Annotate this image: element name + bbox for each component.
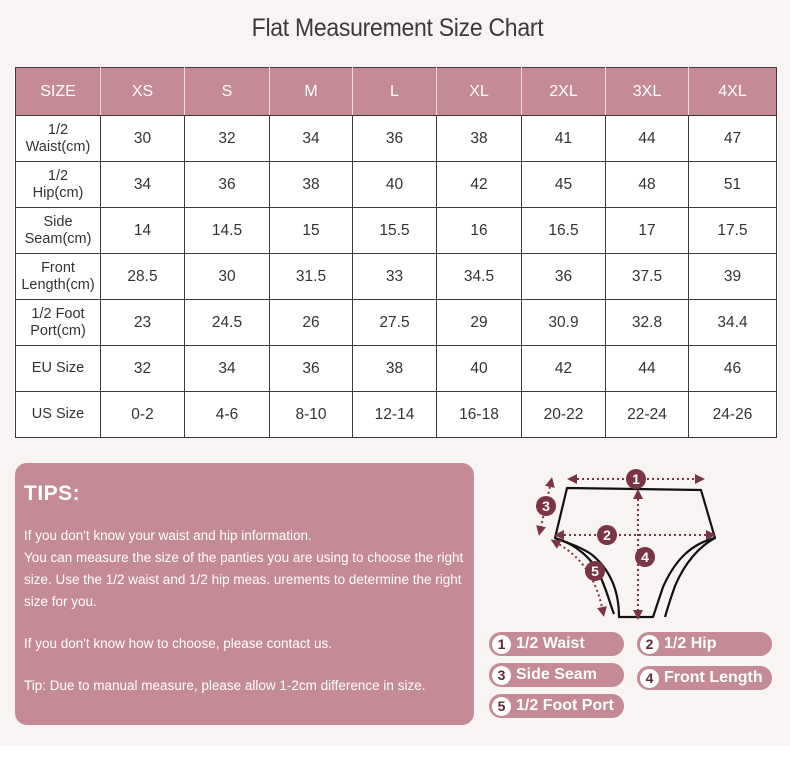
table-cell: 17.5: [689, 208, 777, 254]
table-cell: 30: [185, 254, 270, 300]
row-label-line1: 1/2: [47, 167, 69, 184]
table-cell: 33: [353, 254, 437, 300]
header-cell: M: [270, 68, 353, 116]
table-cell: 36: [270, 346, 353, 392]
table-cell: 14.5: [185, 208, 270, 254]
table-cell: 37.5: [606, 254, 689, 300]
table-cell: 44: [606, 116, 689, 162]
table-cell: 38: [437, 116, 522, 162]
table-cell: 36: [353, 116, 437, 162]
table-cell: 20-22: [522, 392, 606, 438]
header-cell: XS: [101, 68, 185, 116]
table-cell: 46: [689, 346, 777, 392]
table-cell: 15.5: [353, 208, 437, 254]
number-2-icon: 2: [640, 635, 659, 654]
table-row: [16, 392, 777, 438]
table-cell: 40: [437, 346, 522, 392]
size-chart-table: [15, 67, 777, 438]
table-row: [16, 300, 777, 346]
tips-heading: TIPS:: [24, 482, 81, 505]
legend-item-waist: [489, 632, 624, 656]
legend-item-foot-port: [489, 694, 624, 718]
row-label: [16, 162, 101, 208]
marker-3-icon: [536, 496, 556, 516]
number-3-icon: 3: [492, 666, 511, 685]
table-cell: 16-18: [437, 392, 522, 438]
table-cell: 8-10: [270, 392, 353, 438]
header-cell: 4XL: [689, 68, 777, 116]
row-label-line2: Waist(cm): [25, 138, 91, 155]
table-cell: 38: [353, 346, 437, 392]
tips-body: [24, 525, 469, 697]
table-cell: 32: [185, 116, 270, 162]
table-cell: 44: [606, 346, 689, 392]
legend-item-hip: [637, 632, 772, 656]
table-cell: 34.5: [437, 254, 522, 300]
table-cell: 34.4: [689, 300, 777, 346]
marker-4-icon: [635, 547, 655, 567]
table-cell: 24.5: [185, 300, 270, 346]
table-cell: 14: [101, 208, 185, 254]
table-cell: 36: [185, 162, 270, 208]
table-cell: 22-24: [606, 392, 689, 438]
number-1-icon: 1: [492, 635, 511, 654]
row-label-line2: Length(cm): [21, 276, 95, 293]
table-cell: 38: [270, 162, 353, 208]
table-cell: 12-14: [353, 392, 437, 438]
table-row: [16, 208, 777, 254]
table-cell: 30: [101, 116, 185, 162]
marker-1-icon: [626, 469, 646, 489]
marker-2-icon: [597, 525, 617, 545]
table-row: [16, 162, 777, 208]
row-label-line1: 1/2 Foot: [31, 305, 85, 322]
svg-text:4: 4: [641, 549, 649, 565]
table-cell: 45: [522, 162, 606, 208]
table-cell: 47: [689, 116, 777, 162]
table-cell: 31.5: [270, 254, 353, 300]
table-cell: 32: [101, 346, 185, 392]
svg-text:1: 1: [632, 471, 640, 487]
legend-label: Side Seam: [516, 666, 597, 683]
table-cell: 34: [185, 346, 270, 392]
table-row: [16, 346, 777, 392]
table-cell: 23: [101, 300, 185, 346]
legend-label: 1/2 Waist: [516, 635, 585, 652]
legend-item-side-seam: [489, 663, 624, 687]
table-cell: 42: [522, 346, 606, 392]
table-cell: 32.8: [606, 300, 689, 346]
header-cell: 3XL: [606, 68, 689, 116]
svg-text:2: 2: [603, 527, 611, 543]
table-row: [16, 116, 777, 162]
row-label: [16, 300, 101, 346]
row-label: EU Size: [16, 346, 101, 392]
table-cell: 17: [606, 208, 689, 254]
header-cell: S: [185, 68, 270, 116]
svg-text:3: 3: [542, 498, 550, 514]
row-label-line1: 1/2: [47, 121, 69, 138]
table-cell: 28.5: [101, 254, 185, 300]
marker-5-icon: [585, 561, 605, 581]
tips-line: Tip: Due to manual measure, please allow 1-2cm difference in size.: [24, 678, 426, 693]
panties-measurement-diagram: [515, 462, 725, 622]
table-cell: 29: [437, 300, 522, 346]
row-label-line1: Side: [43, 213, 73, 230]
table-cell: 42: [437, 162, 522, 208]
table-cell: 48: [606, 162, 689, 208]
row-label-line2: Seam(cm): [24, 230, 92, 247]
number-5-icon: 5: [492, 697, 511, 716]
svg-text:5: 5: [591, 563, 599, 579]
table-row: [16, 254, 777, 300]
table-cell: 34: [101, 162, 185, 208]
table-cell: 30.9: [522, 300, 606, 346]
row-label: [16, 208, 101, 254]
table-cell: 41: [522, 116, 606, 162]
row-label-line2: Hip(cm): [32, 184, 84, 201]
legend-item-front-length: [637, 666, 772, 690]
table-cell: 16.5: [522, 208, 606, 254]
header-cell: XL: [437, 68, 522, 116]
table-cell: 34: [270, 116, 353, 162]
tips-line: If you don't know your waist and hip information.: [24, 528, 312, 543]
legend-label: 1/2 Hip: [664, 635, 717, 652]
table-cell: 51: [689, 162, 777, 208]
row-label: [16, 254, 101, 300]
legend-label: 1/2 Foot Port: [516, 697, 614, 714]
tips-card: [15, 463, 474, 725]
header-cell: L: [353, 68, 437, 116]
table-cell: 24-26: [689, 392, 777, 438]
table-cell: 27.5: [353, 300, 437, 346]
table-cell: 39: [689, 254, 777, 300]
page-title: Flat Measurement Size Chart: [251, 14, 544, 42]
header-cell: 2XL: [522, 68, 606, 116]
table-cell: 4-6: [185, 392, 270, 438]
row-label-line2: Port(cm): [30, 322, 86, 339]
row-label: [16, 116, 101, 162]
panties-outline-icon: [555, 488, 715, 617]
row-label-line1: Front: [41, 259, 75, 276]
tips-line: You can measure the size of the panties you are using to choose the right size. Use the 1/2 waist and 1/2 hip meas. urements to determine the right size for you.: [24, 550, 464, 609]
tips-line: If you don't know how to choose, please contact us.: [24, 636, 333, 651]
table-header-row: [16, 68, 777, 116]
bottom-strip: [0, 746, 790, 763]
legend-label: Front Length: [664, 669, 763, 686]
header-cell: SIZE: [16, 68, 101, 116]
table-cell: 0-2: [101, 392, 185, 438]
table-cell: 26: [270, 300, 353, 346]
number-4-icon: 4: [640, 669, 659, 688]
row-label: US Size: [16, 392, 101, 438]
table-cell: 15: [270, 208, 353, 254]
table-cell: 36: [522, 254, 606, 300]
table-cell: 40: [353, 162, 437, 208]
table-cell: 16: [437, 208, 522, 254]
